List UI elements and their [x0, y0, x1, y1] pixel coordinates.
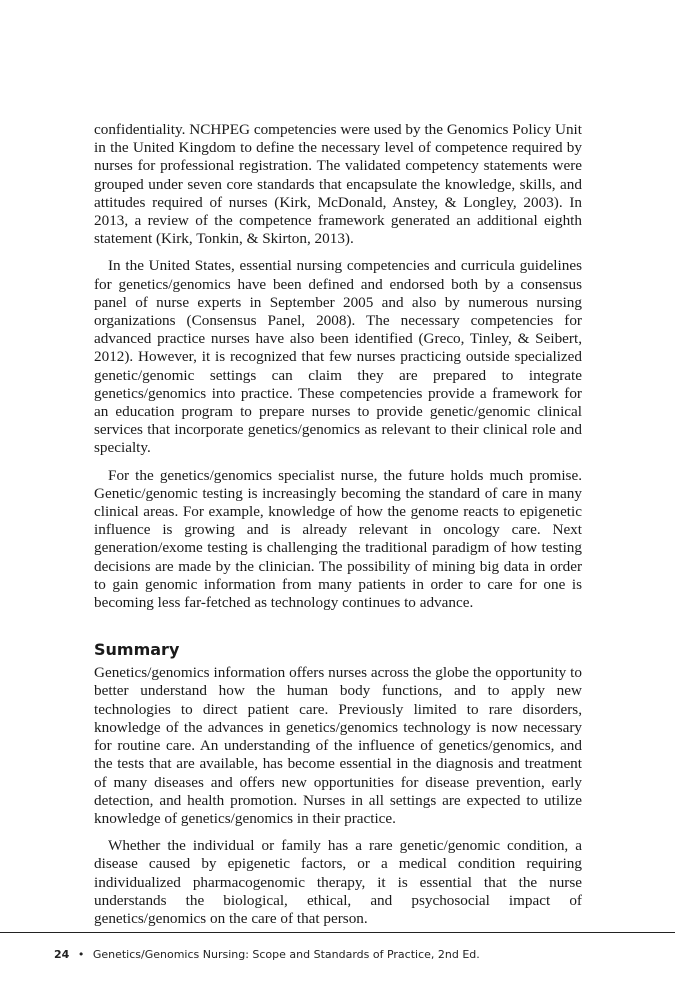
body-text	[94, 121, 582, 937]
paragraph-specialist-future: For the genetics/genomics specialist nurse, the future holds much promise. Genetic/genomic testing is increasingly becoming the standard of care in many clinical areas. For example, knowledge of how the genome reacts to epigenetic influence is growing and is already relevant in oncology care. Next generation/exome testing is challenging the traditional paradigm of how testing decisions are made by the clinician. The possibility of mining big data in order to gain genomic information from many patients in order to care for one is becoming less far-fetched as technology continues to advance.	[94, 466, 582, 612]
book-title: Genetics/Genomics Nursing: Scope and Standards of Practice, 2nd Ed.	[92, 948, 480, 961]
footer-divider	[0, 932, 675, 933]
summary-heading: Summary	[94, 640, 180, 660]
paragraph-confidentiality: confidentiality. NCHPEG competencies were used by the Genomics Policy Unit in the United Kingdom to define the necessary level of competence required by nurses for professional registration. The validated competency statements were grouped under seven core standards that encapsulate the knowledge, skills, and attitudes required of nurses (Kirk, McDonald, Anstey, & Longley, 2003). In 2013, a review of the competence framework generated an additional eighth statement (Kirk, Tonkin, & Skirton, 2013).	[94, 121, 582, 248]
paragraph-us-competencies: In the United States, essential nursing competencies and curricula guidelines for genetics/genomics have been defined and endorsed both by a consensus panel of nurse experts in September 2005 and also by numerous nursing organizations (Consensus Panel, 2008). The necessary competencies for advanced practice nurses have also been identified (Greco, Tinley, & Seibert, 2012). However, it is recognized that few nurses practicing outside specialized genetic/genomic settings can claim they are prepared to integrate genetics/genomics into practice. These competencies provide a framework for an education program to prepare nurses to provide genetic/genomic clinical services that incorporate genetics/genomics as relevant to their clinical role and specialty.	[94, 257, 582, 457]
paragraph-summary-closing: Whether the individual or family has a rare genetic/genomic condition, a disease caused by epigenetic factors, or a medical condition requiring individualized pharmacogenomic therapy, it is essential that the nurse understands the biological, ethical, and psychosocial impact of genetics/genomics on the care of that person.	[94, 837, 582, 927]
page-footer	[54, 948, 480, 962]
paragraph-summary-overview: Genetics/genomics information offers nurses across the globe the opportunity to better understand how the human body functions, and to apply new technologies to direct patient care. Previously limited to rare disorders, knowledge of the advances in genetics/genomics technology is now necessary for routine care. An understanding of the influence of genetics/genomics, and the tests that are available, has become essential in the diagnosis and treatment of many diseases and offers new opportunities for disease prevention, early detection, and health promotion. Nurses in all settings are expected to utilize knowledge of genetics/genomics in their practice.	[94, 664, 582, 827]
footer-separator: •	[77, 948, 85, 961]
page-number: 24	[54, 948, 70, 961]
